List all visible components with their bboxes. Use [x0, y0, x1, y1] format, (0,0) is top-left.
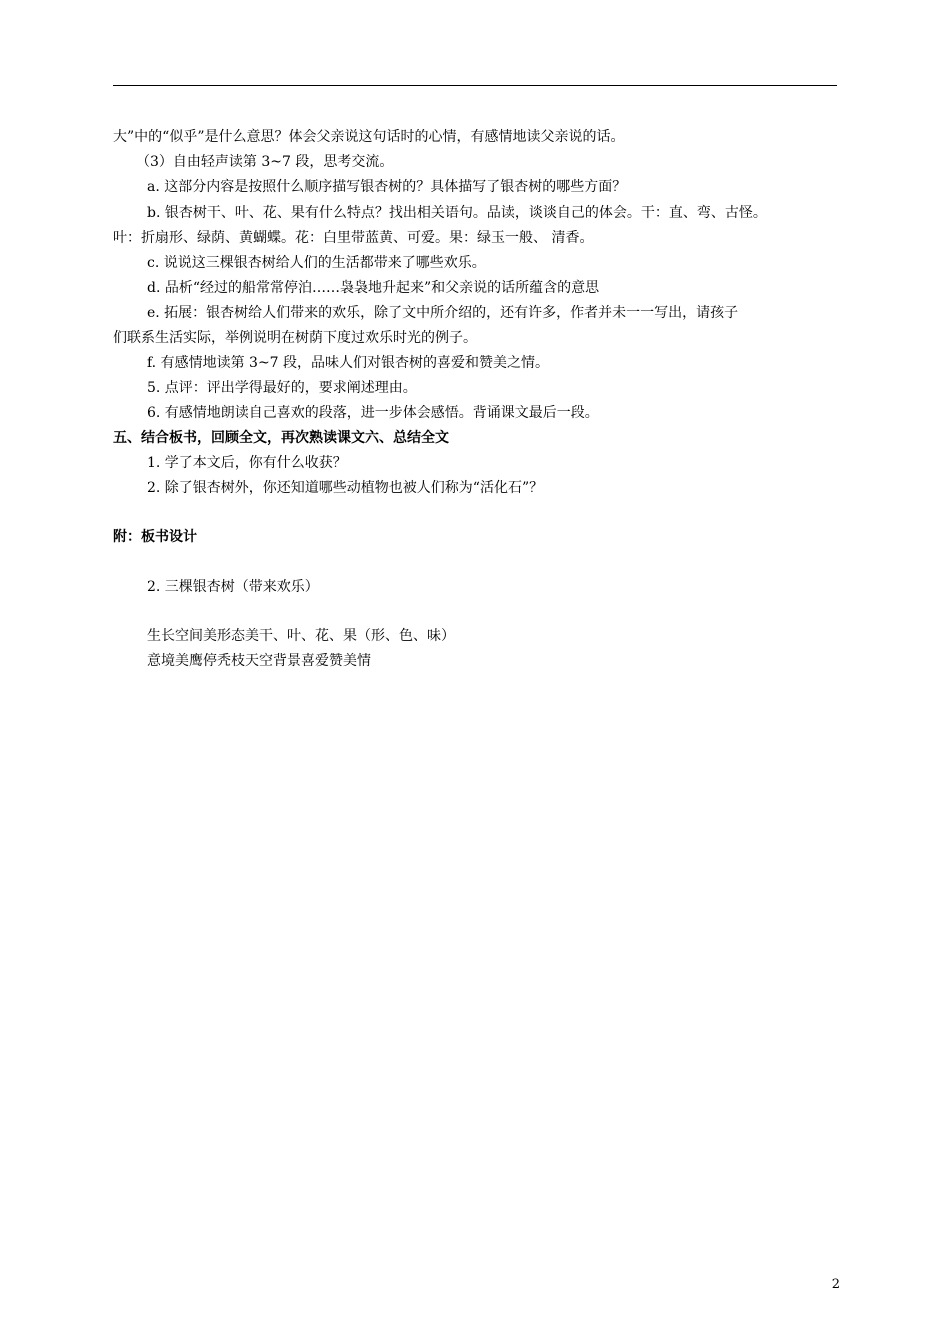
section-heading: 五、结合板书，回顾全文，再次熟读课文六、总结全文 — [113, 430, 449, 446]
appendix-heading: 附：板书设计 — [113, 529, 197, 545]
page-number: 2 — [831, 1277, 840, 1292]
list-item: 5. 点评：评出学得最好的，要求阐述理由。 — [147, 380, 417, 396]
list-item: 6. 有感情地朗读自己喜欢的段落，进一步体会感悟。背诵课文最后一段。 — [147, 405, 599, 421]
paragraph-line: 们联系生活实际，举例说明在树荫下度过欢乐时光的例子。 — [113, 330, 477, 346]
list-item: e. 拓展：银杏树给人们带来的欢乐，除了文中所介绍的，还有许多，作者并未一一写出，请孩子 — [147, 305, 739, 321]
list-item: b. 银杏树干、叶、花、果有什么特点？找出相关语句。品读，谈谈自己的体会。干：直、弯、古怪。 — [147, 205, 767, 221]
board-line: 意境美鹰停秃枝天空背景喜爱赞美情 — [147, 653, 371, 669]
list-item: f. 有感情地读第 3~7 段，品味人们对银杏树的喜爱和赞美之情。 — [147, 355, 550, 371]
list-item: d. 品析“经过的船常常停泊……袅袅地升起来”和父亲说的话所蕴含的意思 — [147, 280, 600, 296]
paragraph-line: 大”中的“似乎”是什么意思？体会父亲说这句话时的心情，有感情地读父亲说的话。 — [113, 129, 625, 145]
board-line: 生长空间美形态美干、叶、花、果（形、色、味） — [147, 628, 455, 644]
paragraph-line: 叶：折扇形、绿荫、黄蝴蝶。花：白里带蓝黄、可爱。果：绿玉一般、 清香。 — [113, 230, 594, 246]
header-rule — [113, 85, 837, 86]
list-item: a. 这部分内容是按照什么顺序描写银杏树的？具体描写了银杏树的哪些方面？ — [147, 179, 627, 195]
board-title: 2. 三棵银杏树（带来欢乐） — [147, 579, 319, 595]
list-item: 1. 学了本文后，你有什么收获？ — [147, 455, 347, 471]
paragraph-line: （3）自由轻声读第 3~7 段，思考交流。 — [136, 154, 394, 170]
list-item: 2. 除了银杏树外，你还知道哪些动植物也被人们称为“活化石”？ — [147, 480, 544, 496]
list-item: c. 说说这三棵银杏树给人们的生活都带来了哪些欢乐。 — [147, 255, 486, 271]
